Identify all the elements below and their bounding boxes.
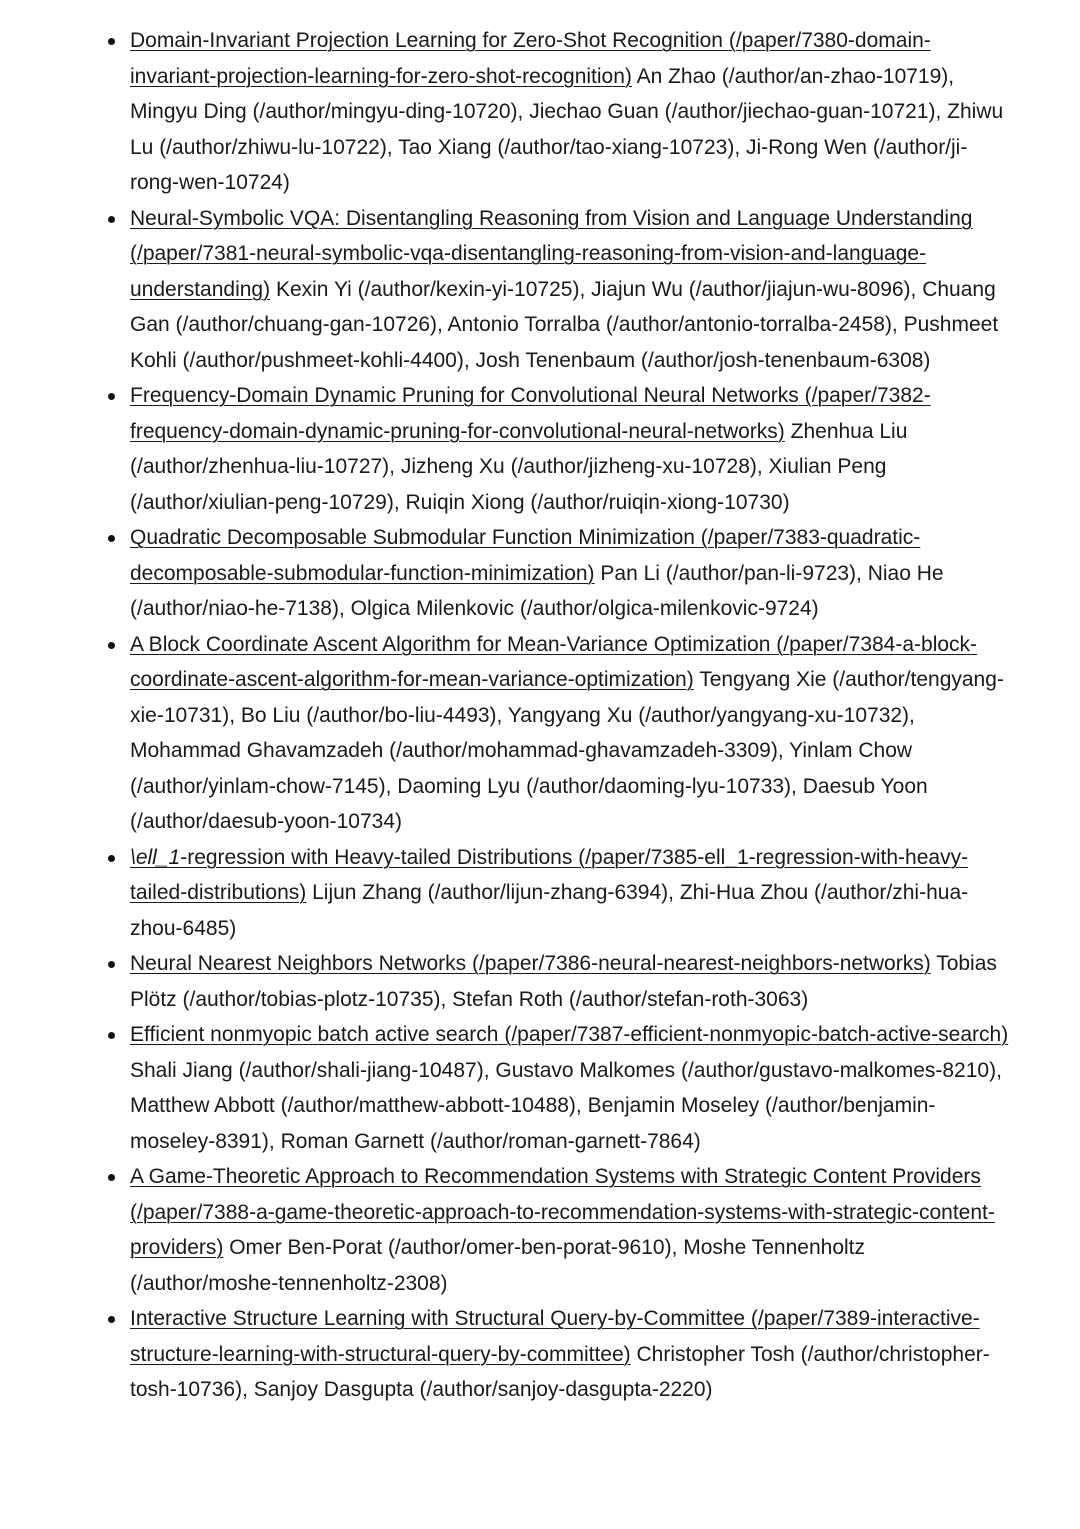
list-item [130, 520, 1010, 627]
bullet-icon [108, 216, 115, 223]
bullet-icon [108, 961, 115, 968]
paper-title-math: \ell_1 [130, 845, 181, 869]
list-item [130, 1301, 1010, 1408]
paper-authors: Omer Ben-Porat (/author/omer-ben-porat-9610), Moshe Tennenholtz (/author/moshe-tennenholtz-2308) [130, 1236, 865, 1295]
paper-url: (/paper/7389-interactive-structure-learning-with-structural-query-by-committee) [130, 1307, 980, 1366]
paper-url: (/paper/7383-quadratic-decomposable-submodular-function-minimization) [130, 526, 921, 585]
list-item [130, 23, 1010, 201]
paper-authors: An Zhao (/author/an-zhao-10719), Mingyu Ding (/author/mingyu-ding-10720), Jiechao Guan (/author/jiechao-guan-10721), Zhiwu Lu (/author/zhiwu-lu-10722), Tao Xiang (/author/tao-xiang-10723), Ji-Rong Wen (/author/ji-rong-wen-10724) [130, 64, 1004, 194]
paper-url: (/paper/7384-a-block-coordinate-ascent-algorithm-for-mean-variance-optimization) [130, 632, 978, 691]
paper-title: Domain-Invariant Projection Learning for Zero-Shot Recognition [130, 29, 723, 52]
paper-url: (/paper/7385-ell_1-regression-with-heavy-tailed-distributions) [130, 845, 969, 904]
paper-authors: Zhenhua Liu (/author/zhenhua-liu-10727), Jizheng Xu (/author/jizheng-xu-10728), Xiulian Peng (/author/xiulian-peng-10729), Ruiqin Xiong (/author/ruiqin-xiong-10730) [130, 419, 908, 514]
paper-url: (/paper/7388-a-game-theoretic-approach-to-recommendation-systems-with-strategic-content-providers) [130, 1200, 995, 1259]
paper-url: (/paper/7386-neural-nearest-neighbors-networks) [471, 952, 931, 975]
bullet-icon [108, 1174, 115, 1181]
paper-authors: Kexin Yi (/author/kexin-yi-10725), Jiajun Wu (/author/jiajun-wu-8096), Chuang Gan (/author/chuang-gan-10726), Antonio Torralba (/author/antonio-torralba-2458), Pushmeet Kohli (/author/pushmeet-kohli-4400), Josh Tenenbaum (/author/josh-tenenbaum-6308) [130, 277, 999, 372]
paper-title: Interactive Structure Learning with Structural Query-by-Committee [130, 1307, 746, 1330]
bullet-icon [108, 1316, 115, 1323]
bullet-icon [108, 38, 115, 45]
list-item [130, 1159, 1010, 1301]
paper-authors: Shali Jiang (/author/shali-jiang-10487), Gustavo Malkomes (/author/gustavo-malkomes-8210), Matthew Abbott (/author/matthew-abbott-10488), Benjamin Moseley (/author/benjamin-moseley-8391), Roman Garnett (/author/roman-garnett-7864) [130, 1058, 1002, 1153]
list-item [130, 1017, 1010, 1159]
paper-url: (/paper/7387-efficient-nonmyopic-batch-active-search) [504, 1023, 1009, 1046]
paper-title: Neural Nearest Neighbors Networks [130, 952, 467, 975]
bullet-icon [108, 535, 115, 542]
bullet-icon [108, 393, 115, 400]
paper-title: A Block Coordinate Ascent Algorithm for Mean-Variance Optimization [130, 632, 771, 656]
paper-authors: Christopher Tosh (/author/christopher-tosh-10736), Sanjoy Dasgupta (/author/sanjoy-dasgupta-2220) [130, 1342, 990, 1401]
list-item [130, 201, 1010, 379]
paper-link[interactable] [130, 1023, 1008, 1046]
paper-title: -regression with Heavy-tailed Distributions [180, 845, 573, 869]
paper-authors: Lijun Zhang (/author/lijun-zhang-6394), Zhi-Hua Zhou (/author/zhi-hua-zhou-6485) [130, 881, 969, 940]
paper-title: Neural-Symbolic VQA: Disentangling Reasoning from Vision and Language Understanding [130, 206, 973, 230]
paper-url: (/paper/7381-neural-symbolic-vqa-disentangling-reasoning-from-vision-and-language-understanding) [130, 242, 927, 301]
paper-authors: Tengyang Xie (/author/tengyang-xie-10731), Bo Liu (/author/bo-liu-4493), Yangyang Xu (/author/yangyang-xu-10732), Mohammad Ghavamzadeh (/author/mohammad-ghavamzadeh-3309), Yinlam Chow (/author/yinlam-chow-7145), Daoming Lyu (/author/daoming-lyu-10733), Daesub Yoon (/author/daesub-yoon-10734) [130, 668, 1004, 833]
paper-link[interactable] [130, 952, 931, 975]
paper-url: (/paper/7380-domain-invariant-projection-learning-for-zero-shot-recognition) [130, 29, 931, 88]
list-item [130, 840, 1010, 947]
list-item [130, 946, 1010, 1017]
paper-title: Frequency-Domain Dynamic Pruning for Convolutional Neural Networks [130, 384, 799, 407]
paper-title: Efficient nonmyopic batch active search [130, 1023, 499, 1046]
list-item [130, 378, 1010, 520]
paper-authors: Pan Li (/author/pan-li-9723), Niao He (/author/niao-he-7138), Olgica Milenkovic (/author/olgica-milenkovic-9724) [130, 561, 944, 620]
paper-title: A Game-Theoretic Approach to Recommendation Systems with Strategic Content Providers [130, 1165, 981, 1188]
list-item [130, 627, 1010, 840]
bullet-icon [108, 855, 115, 862]
bullet-icon [108, 1032, 115, 1039]
paper-authors: Tobias Plötz (/author/tobias-plotz-10735), Stefan Roth (/author/stefan-roth-3063) [130, 952, 997, 1011]
paper-title: Quadratic Decomposable Submodular Function Minimization [130, 526, 695, 549]
paper-url: (/paper/7382-frequency-domain-dynamic-pruning-for-convolutional-neural-networks) [130, 384, 931, 443]
bullet-icon [108, 642, 115, 649]
